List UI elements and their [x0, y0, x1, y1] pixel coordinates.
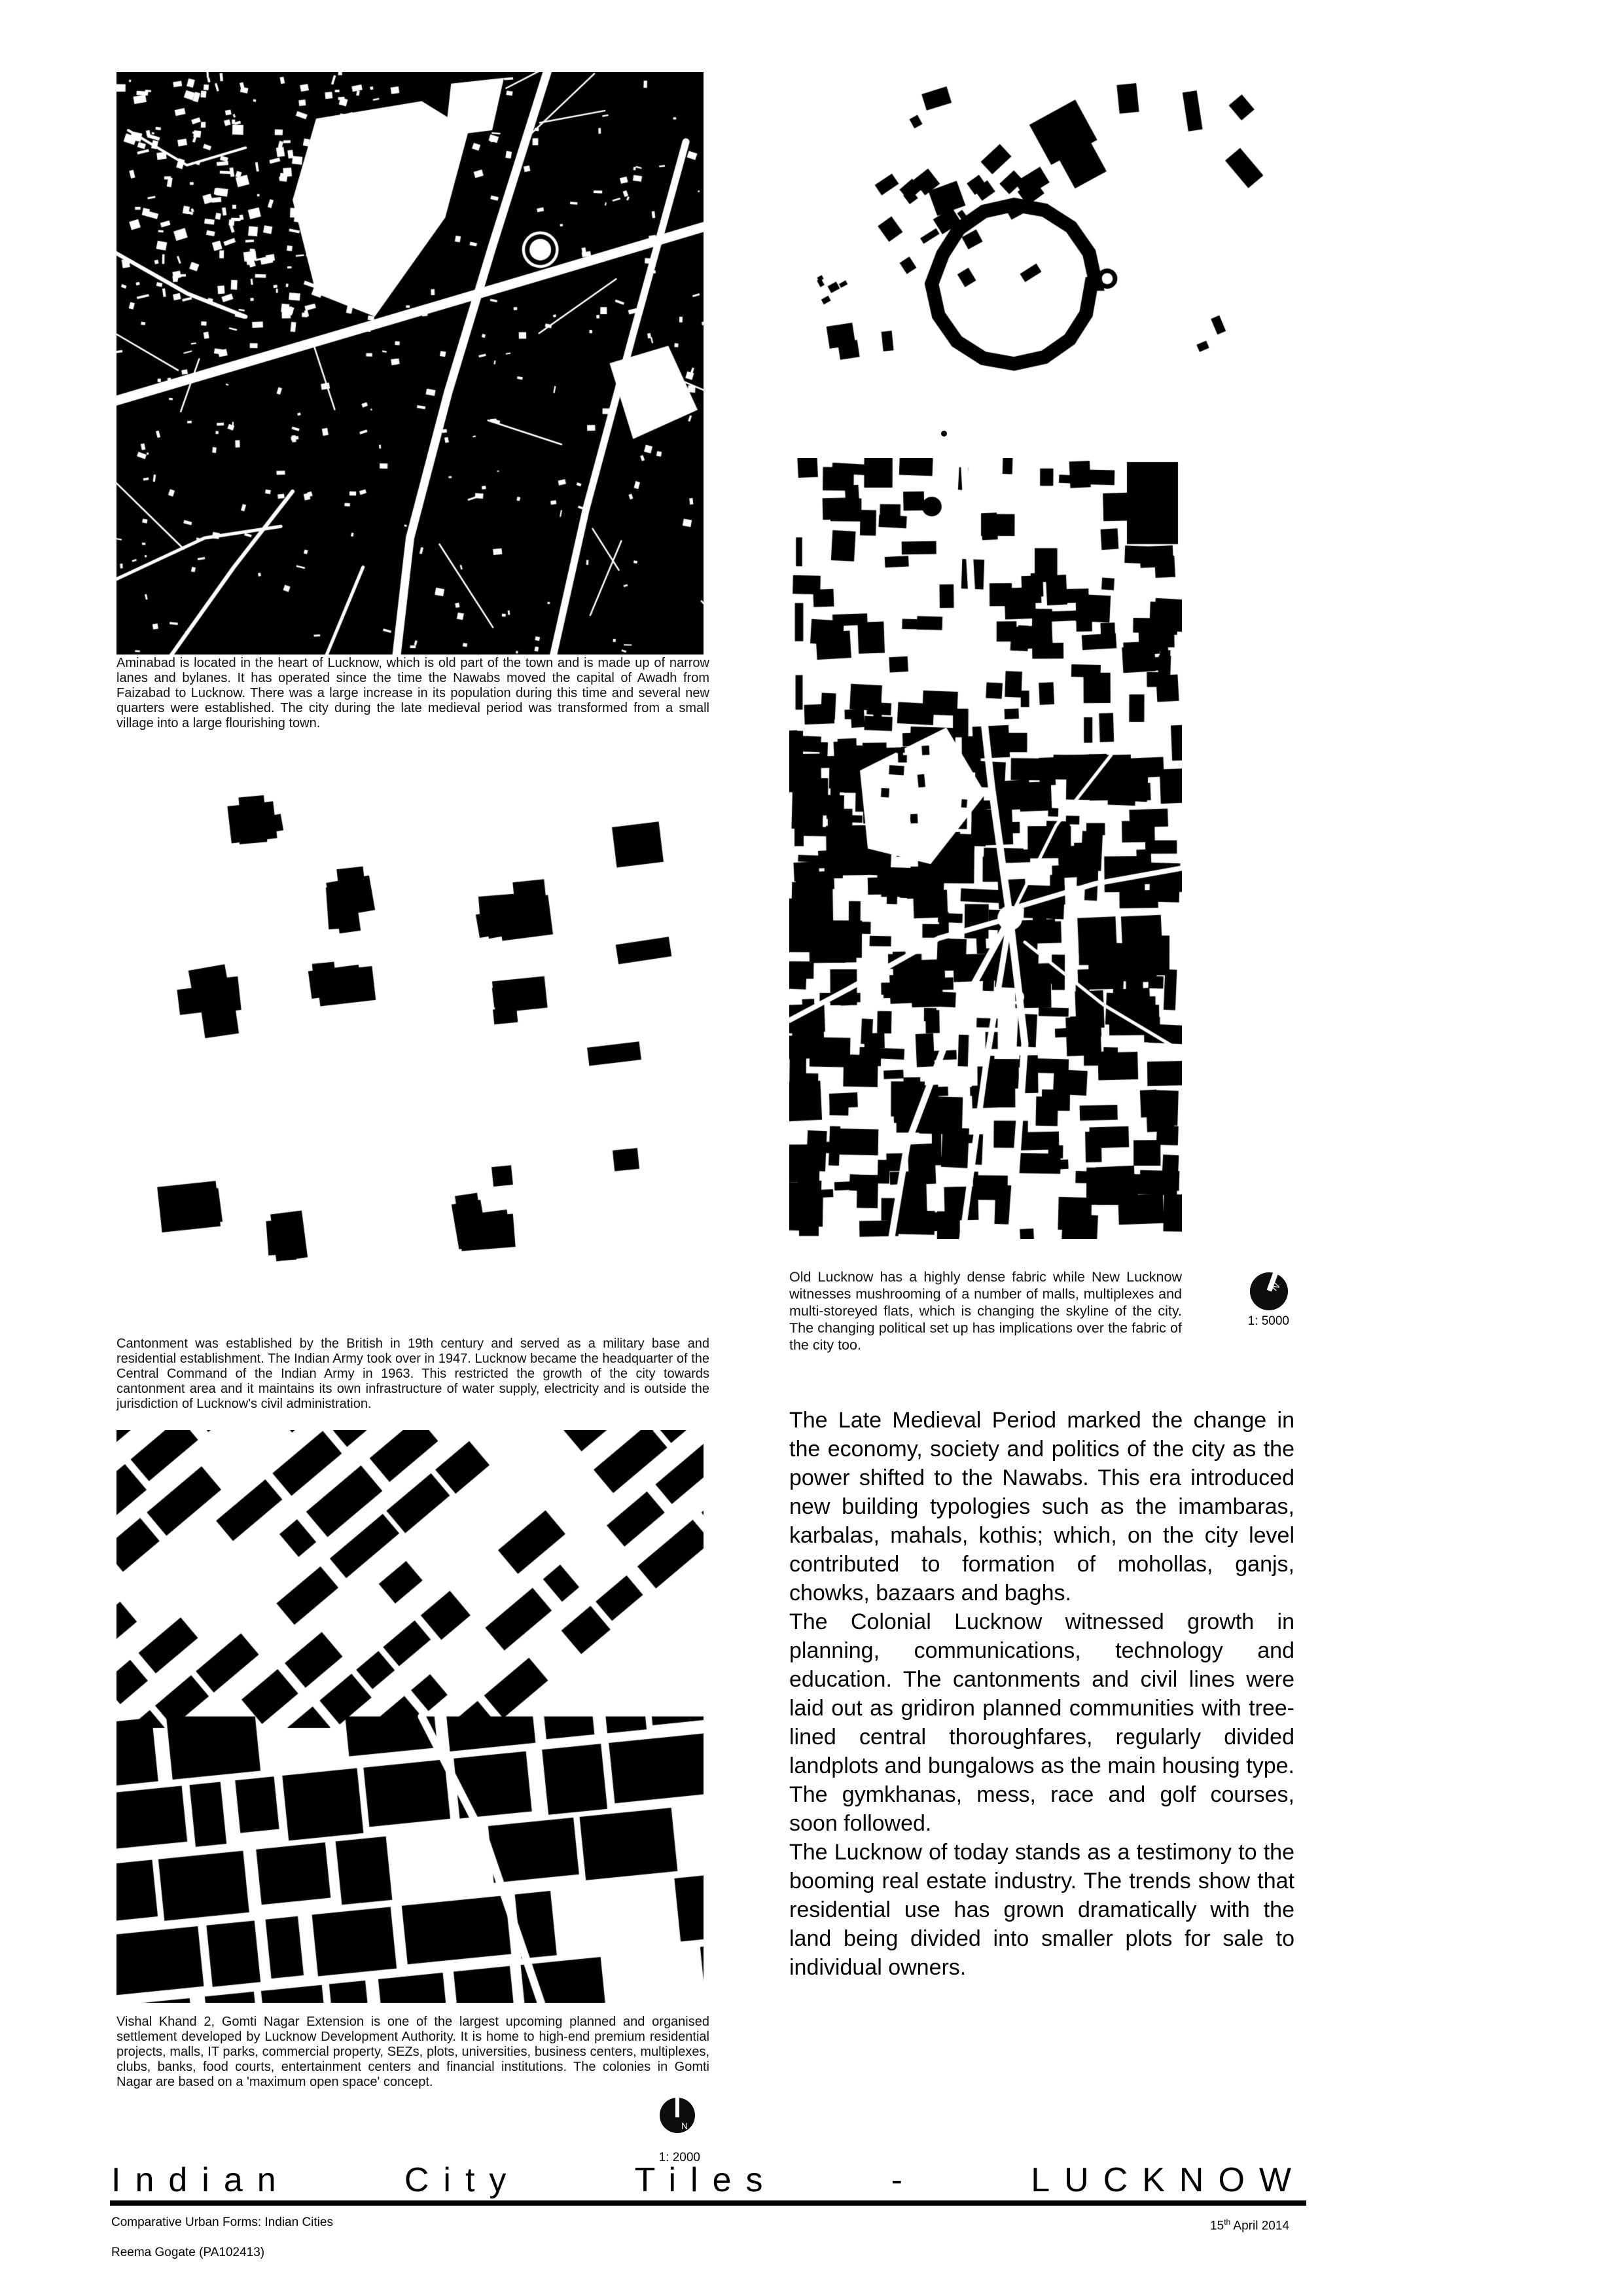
north-arrow-icon [658, 2096, 696, 2134]
poster-date: 15th April 2014 [1210, 2217, 1289, 2233]
north-label: N [681, 2121, 688, 2131]
cantonment-map [116, 766, 705, 1309]
vishal-khand-caption: Vishal Khand 2, Gomti Nagar Extension is one of the largest upcoming planned and organised settlement developed by Lucknow Development Authority. It is home to high-end premium residential projects, malls, IT parks, commercial property, SEZs, plots, universities, business centers, multiplexes, clubs, banks, food courts, entertainment centers and financial institutions. The colonies in Gomti Nagar are based on a 'maximum open space' concept. [116, 2015, 709, 2089]
essay-paragraph-1: The Late Medieval Period marked the change in the economy, society and politics of the city as the power shifted to the Nawabs. This era introduced new building typologies such as the imambaras, karbalas, mahals, kothis; which, on the city level contributed to formation of mohollas, ganjs, chowks, bazaars and baghs. [789, 1408, 1294, 1605]
title-word: Indian [111, 2161, 291, 2199]
essay-paragraph-2: The Colonial Lucknow witnessed growth in planning, communications, technology and education. The cantonments and civil lines were laid out as gridiron planned communities with tree-lined central thoroughfares, regularly divided landplots and bungalows as the main housing type. The gymkhanas, mess, race and golf courses, soon followed. [789, 1609, 1294, 1836]
scale-label-2000: 1: 2000 [658, 2151, 700, 2164]
essay-paragraph-3: The Lucknow of today stands as a testimony to the booming real estate industry. The trends show that residential use has grown dramatically with the land being divided into smaller plots for sale to individual owners. [789, 1840, 1294, 1980]
vishal-khand-map [116, 1430, 704, 2003]
title-underline [110, 2200, 1306, 2206]
aminabad-caption: Aminabad is located in the heart of Lucknow, which is old part of the town and is made up of narrow lanes and bylanes. It has operated since the time the Nawabs moved the capital of Awadh from Faizabad to Lucknow. There was a large increase in its population during this time and several new quarters were established. The city during the late medieval period was transformed from a small village into a large flourishing town. [116, 656, 709, 730]
small-dot [941, 431, 947, 437]
north-arrow-icon [1249, 1271, 1289, 1312]
old-lucknow-caption: Old Lucknow has a highly dense fabric while New Lucknow witnesses mushrooming of a number of malls, multiplexes and multi-storeyed flats, which is changing the skyline of the city. The changing political set up has implications over the fabric of the city too. [789, 1269, 1182, 1353]
cantonment-caption: Cantonment was established by the British in 19th century and served as a military base and residential establishment. The Indian Army took over in 1947. Lucknow became the headquarter of the Central Command of the Indian Army in 1963. This restricted the growth of the city towards cantonment area and it maintains its own infrastructure of water supply, electricity and is outside the jurisdiction of Lucknow's civil administration. [116, 1336, 709, 1411]
aminabad-map [116, 72, 704, 655]
author-name: Reema Gogate (PA102413) [111, 2246, 265, 2259]
title-word: Tiles [634, 2161, 777, 2199]
title-word: LUCKNOW [1031, 2161, 1306, 2199]
new-lucknow-map [789, 75, 1306, 432]
scale-label-5000: 1: 5000 [1247, 1314, 1289, 1328]
north-label: N [1269, 1280, 1283, 1293]
course-name: Comparative Urban Forms: Indian Cities [111, 2215, 333, 2229]
title-word: City [404, 2161, 521, 2199]
poster-title [111, 2162, 1306, 2198]
old-lucknow-map [789, 458, 1182, 1239]
essay-text [789, 1406, 1294, 1982]
title-word: - [891, 2161, 917, 2199]
